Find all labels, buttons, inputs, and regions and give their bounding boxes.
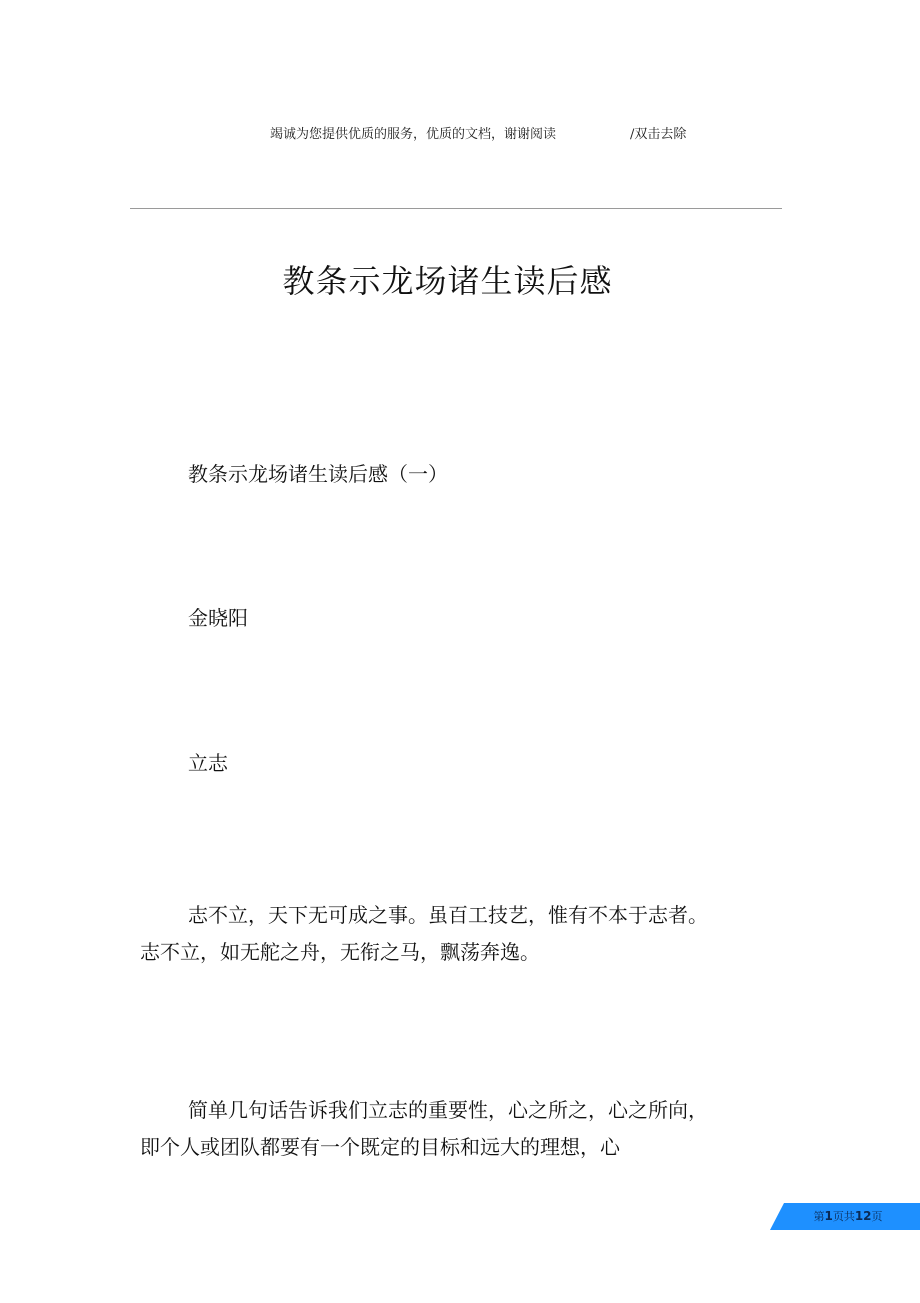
header-tagline: 竭诚为您提供优质的服务，优质的文档，谢谢阅读 <box>270 127 557 142</box>
body-paragraph-2: 简单几句话告诉我们立志的重要性，心之所之，心之所向，即个人或团队都要有一个既定的目标和远大的理想，心 <box>140 1098 708 1159</box>
header-remove-action[interactable]: /双击去除 <box>630 127 687 142</box>
document-subtitle: 教条示龙场诸生读后感（一） <box>188 462 448 486</box>
document-title: 教条示龙场诸生读后感 <box>282 262 613 300</box>
page-indicator <box>770 1203 920 1230</box>
document-author: 金晓阳 <box>188 606 248 630</box>
page-indicator-text: 第1页共12页 <box>813 1209 883 1223</box>
body-paragraph-1: 志不立，天下无可成之事。虽百工技艺，惟有不本于志者。志不立，如无舵之舟，无衔之马，飘荡奔逸。 <box>140 903 708 964</box>
section-heading: 立志 <box>188 751 228 775</box>
header-rule <box>130 208 782 209</box>
